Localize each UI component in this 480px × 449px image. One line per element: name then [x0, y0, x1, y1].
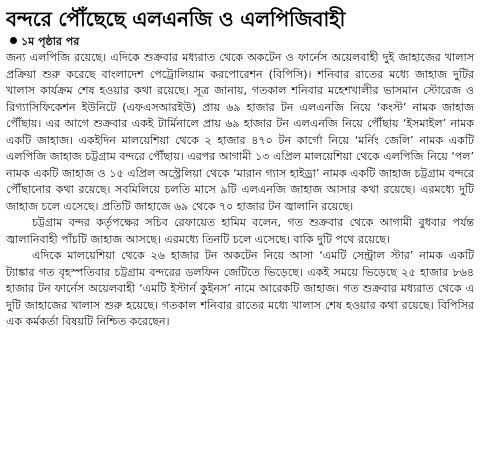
article-paragraph-2: চট্টগ্রাম বন্দর কর্তৃপক্ষের সচিব রেফায়েত হামিম বলেন, গত শুক্রবার থেকে আগামী বুধবার পর্যন্ত জ্বালানিবাহী পাঁচটি জাহাজ আসছে। এরমধ্যে তিনটি চলে এসেছে। বাকি দুটি পথে রয়েছে। — [6, 216, 474, 246]
continued-from-text: ১ম পৃষ্ঠার পর — [21, 35, 80, 48]
article-paragraph-1: জন্য এলপিজি রয়েছে। এদিকে শুক্রবার মধ্যরাত থেকে অকটেন ও ফার্নেস অয়েলবাহী দুই জাহাজের খালাস প্রক্রিয়া শুরু করেছে বাংলাদেশ পেট্রোলিয়াম করপোরেশন (বিপিসি)। শনিবার রাতের মধ্যে জাহাজ দুটির খালাস কার্যক্রম শেষ হওয়ার কথা রয়েছে। সূত্র জানায়, গতকাল শনিবার মহেশখালীর ভাসমান স্টোরেজ ও রিগ্যাসিফিকেশন ইউনিটে (এফএসআরইউ) প্রায় ৬৯ হাজার টন এলএনজি নিয়ে ‘কংস্ট’ নামক জাহাজ পৌঁছায়। এর আগে শুক্রবার একই টার্মিনালে প্রায় ৬৯ হাজার টন এলএনজি নিয়ে পৌঁছায় ‘ইসমাইল’ নামক একটি জাহাজ। একইদিন মালয়েশিয়া থেকে ২ হাজার ৪৭০ টন কার্গো নিয়ে ‘মর্নিং জেলি’ নামক একটি এলপিজি জাহাজ চট্টগ্রাম বন্দরে পৌঁছায়। এরপর আগামী ১৩ এপ্রিল মালয়েশিয়া থেকে এলপিজি নিয়ে ‘পল’ নামক একটি জাহাজ ও ১৫ এপ্রিল অস্ট্রেলিয়া থেকে ‘মারান গ্যাস হাইড্রা’ নামক একটি জাহাজ চট্টগ্রাম বন্দরে পৌঁছানোর কথা রয়েছে। সবমিলিয়ে চলতি মাসে ৯টি এলএনজি জাহাজ আসার কথা রয়েছে। এরমধ্যে দুটি জাহাজ চলে এসেছে। প্রতিটি জাহাজে ৬৯ থেকে ৭০ হাজার টন জ্বালানি রয়েছে। — [6, 51, 474, 213]
article-paragraph-3: এদিকে মালয়েশিয়া থেকে ২৬ হাজার টন অকটেন নিয়ে আসা ‘এমটি সেন্ট্রাল স্টার’ নামক একটি ট্যাঙ্কার গত বৃহস্পতিবার চট্টগ্রাম বন্দরের ডলফিন জেটিতে ভিড়েছে। একই সময়ে ভিড়েছে ২৫ হাজার ৮৬৪ হাজার টন ফার্নেস অয়েলবাহী ‘এমটি ইস্টার্ন কুইনস’ নামে আরেকটি জাহাজ। গত শুক্রবার মধ্যরাত থেকে এ দুটি জাহাজের খালাস শুরু হয়েছে। গতকাল শনিবার রাতের মধ্যে খালাস শেষ হওয়ার কথা রয়েছে। বিপিসির এক কর্মকর্তা বিষয়টি নিশ্চিত করেছেন। — [6, 249, 474, 328]
bullet-icon — [10, 37, 17, 44]
continued-from-label — [6, 34, 474, 50]
headline: বন্দরে পৌঁছেছে এলএনজি ও এলপিজিবাহী — [6, 7, 346, 31]
